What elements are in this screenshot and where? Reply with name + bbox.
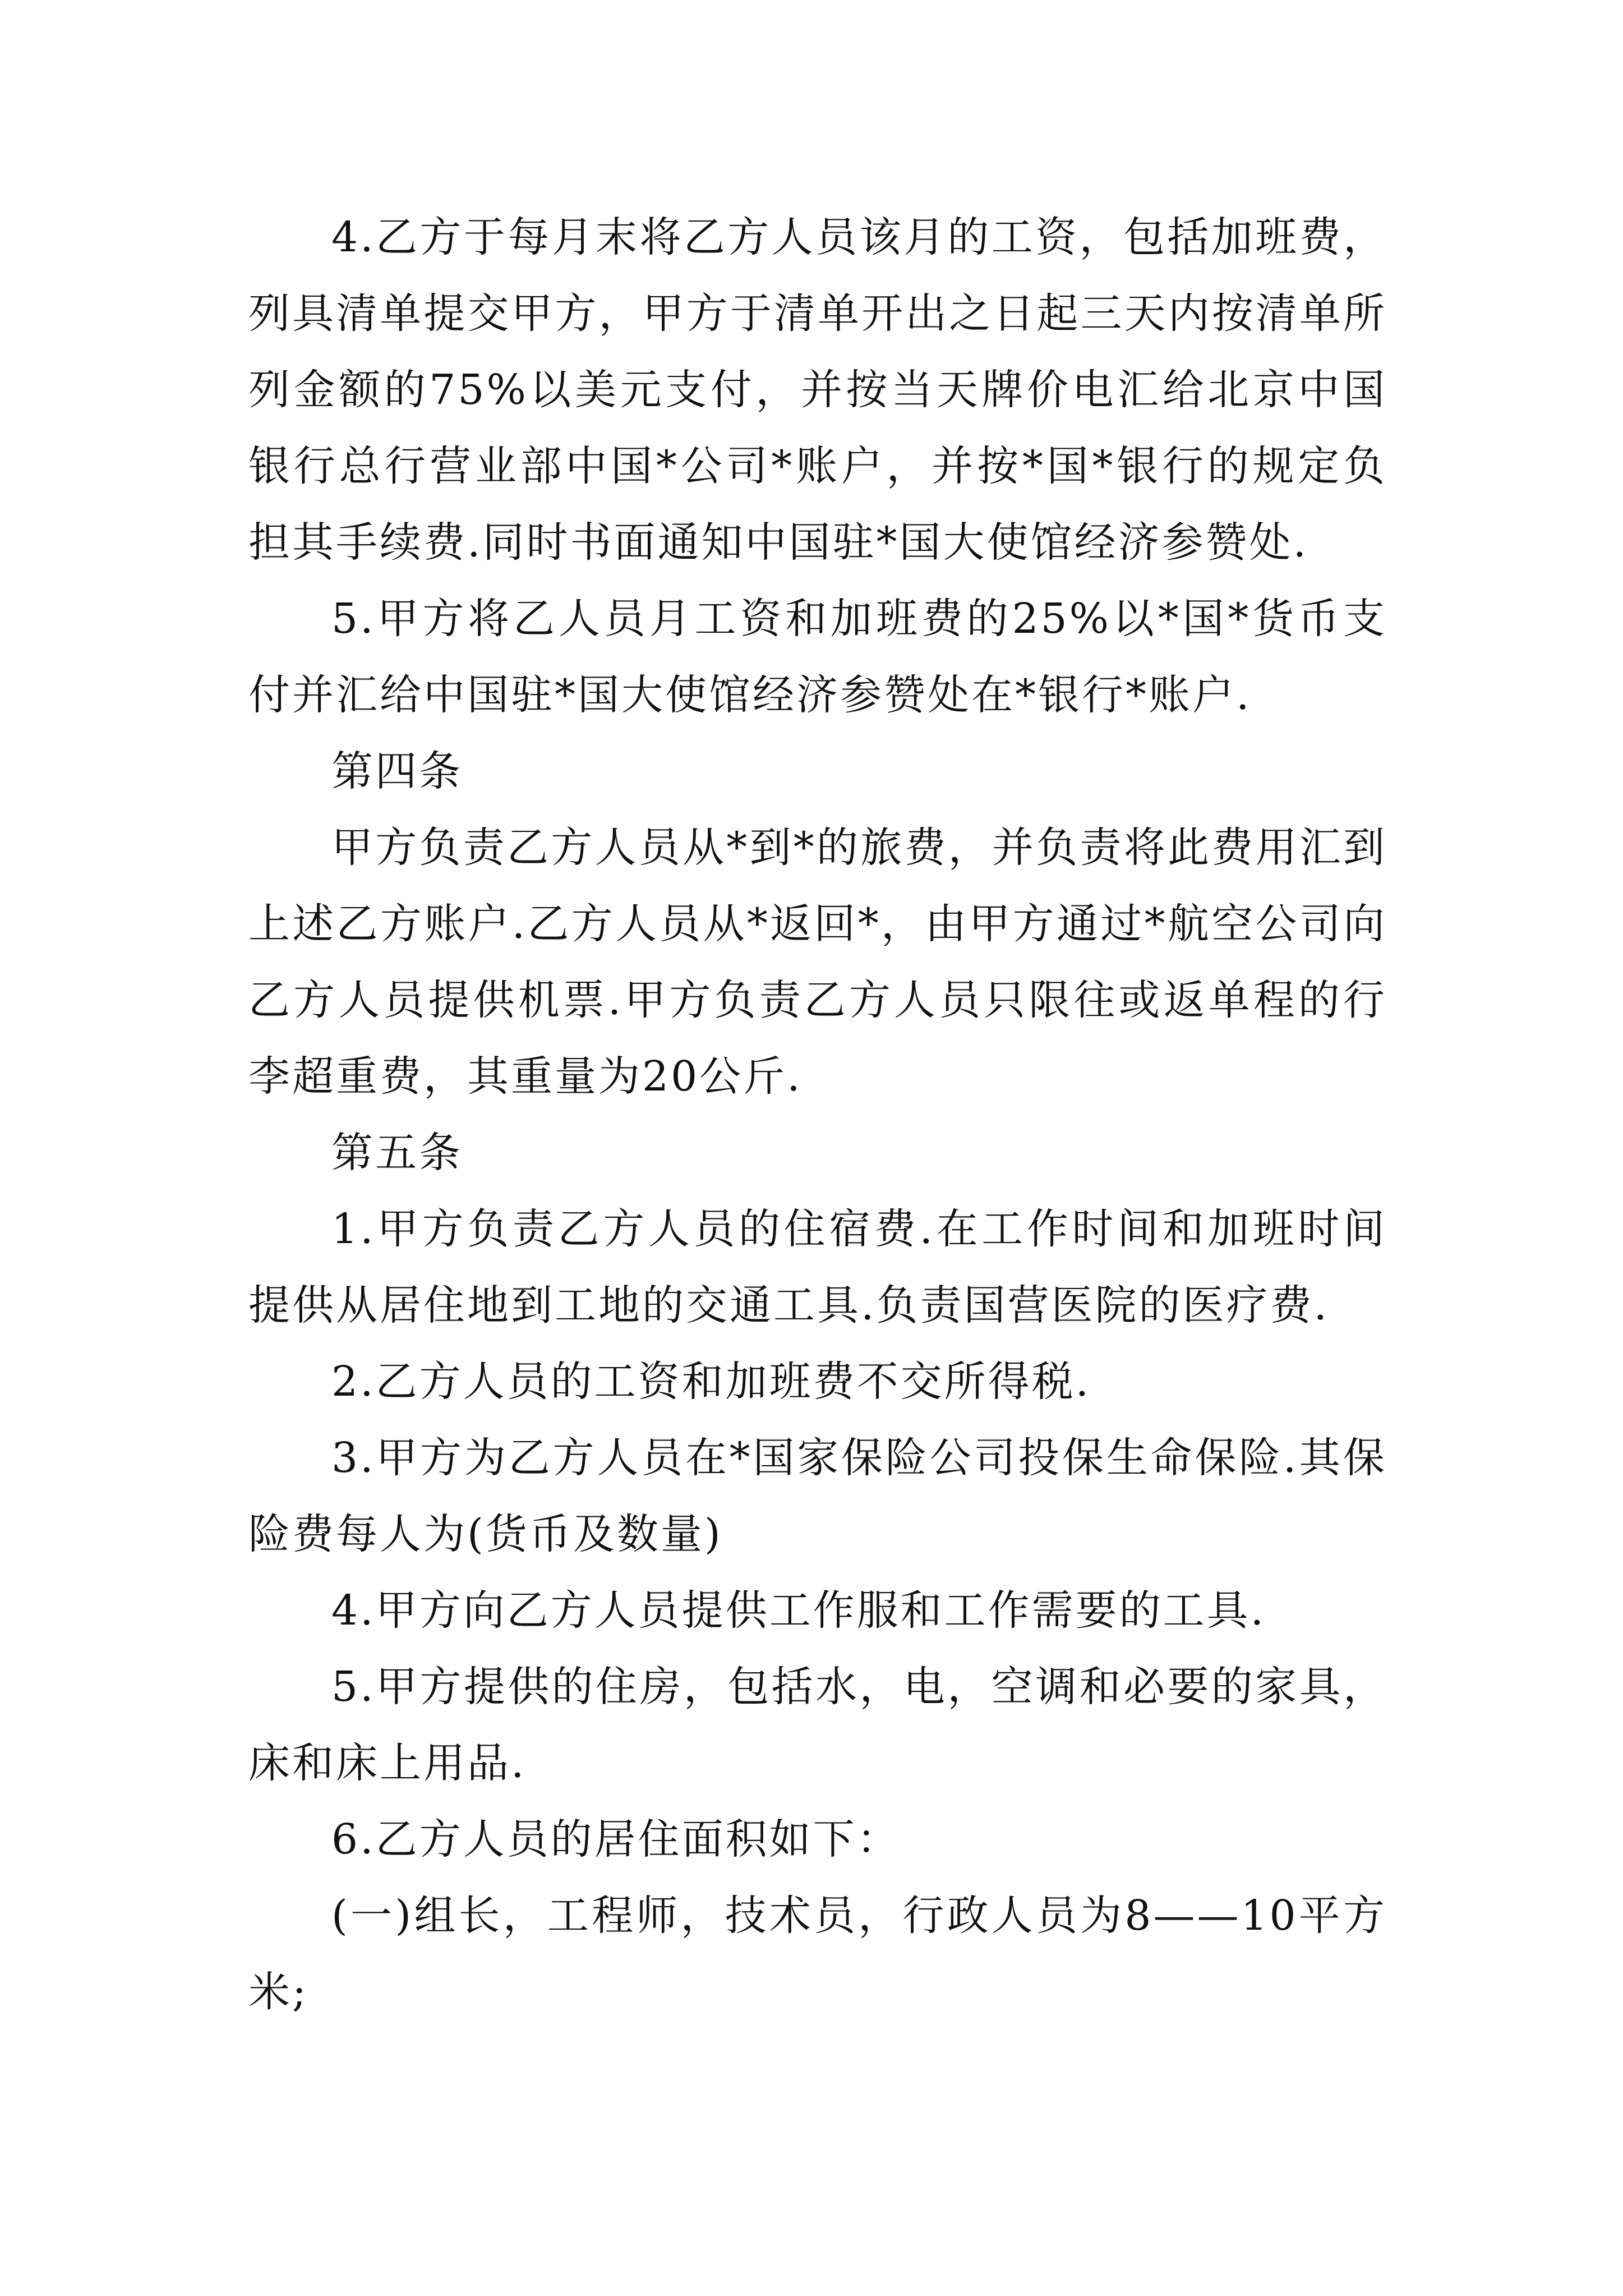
paragraph-living-area: 6.乙方人员的居住面积如下： — [331, 1815, 901, 1864]
document-body — [248, 199, 1387, 2030]
paragraph-life-insurance: 3.甲方为乙方人员在*国家保险公司投保生命保险.其保险费每人为(货币及数量) — [248, 1434, 1387, 1558]
paragraph-accommodation-transport: 1.甲方负责乙方人员的住宿费.在工作时间和加班时间提供从居住地到工地的交通工具.负责国营医院的医疗费. — [248, 1205, 1387, 1329]
paragraph-salary-payment: 4.乙方于每月末将乙方人员该月的工资，包括加班费，列具清单提交甲方，甲方于清单开出之日起三天内按清单所列金额的75%以美元支付，并按当天牌价电汇给北京中国银行总行营业部中国*公司*账户，并按*国*银行的规定负担其手续费.同时书面通知中国驻*国大使馆经济参赞处. — [248, 213, 1387, 567]
paragraph-travel-expenses: 甲方负责乙方人员从*到*的旅费，并负责将此费用汇到上述乙方账户.乙方人员从*返回*，由甲方通过*航空公司向乙方人员提供机票.甲方负责乙方人员只限往或返单程的行李超重费，其重量为20公斤. — [248, 823, 1387, 1101]
paragraph-income-tax: 2.乙方人员的工资和加班费不交所得税. — [331, 1358, 1091, 1406]
article-four-heading: 第四条 — [331, 747, 463, 795]
paragraph-local-currency-payment: 5.甲方将乙人员月工资和加班费的25%以*国*货币支付并汇给中国驻*国大使馆经济参赞处在*银行*账户. — [248, 595, 1387, 719]
article-five-heading: 第五条 — [331, 1129, 463, 1177]
paragraph-work-clothing: 4.甲方向乙方人员提供工作服和工作需要的工具. — [331, 1586, 1266, 1635]
paragraph-housing: 5.甲方提供的住房，包括水，电，空调和必要的家具，床和床上用品. — [248, 1663, 1387, 1787]
paragraph-living-area-item-one: (一)组长，工程师，技术员，行政人员为8——10平方米; — [248, 1892, 1387, 2016]
